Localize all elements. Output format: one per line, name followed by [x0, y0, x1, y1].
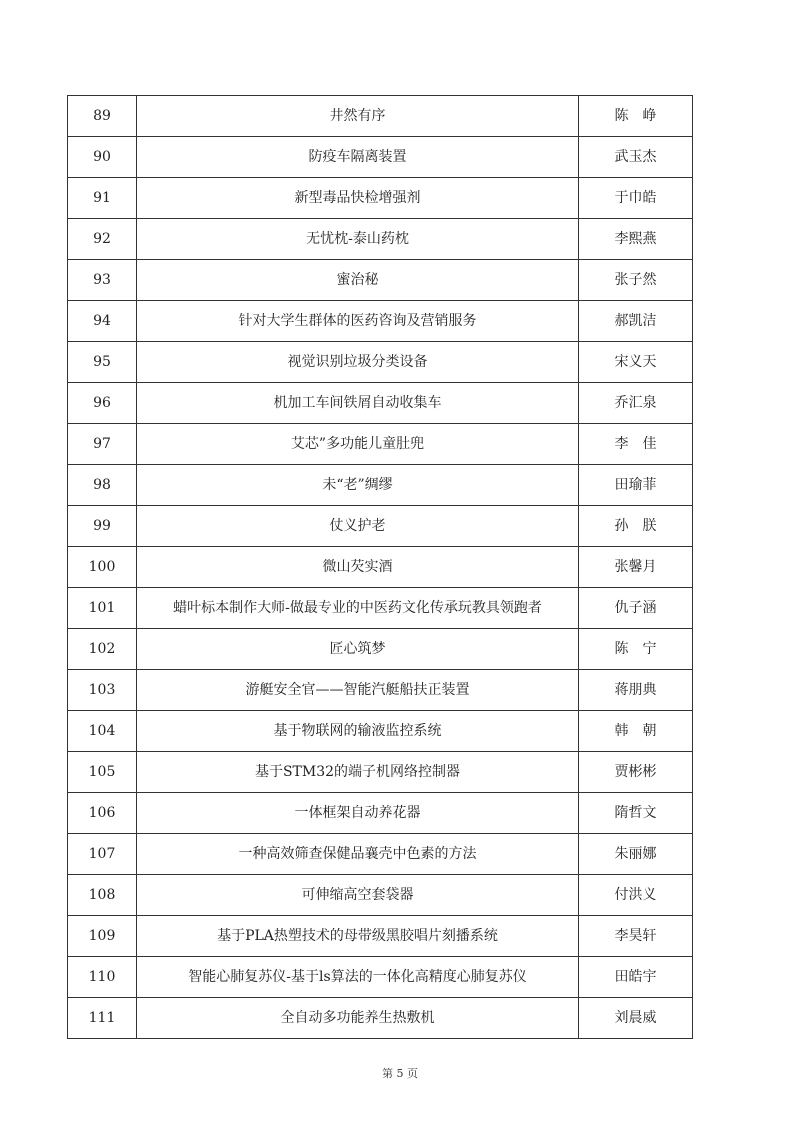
project-title: 游艇安全官——智能汽艇船扶正装置: [137, 670, 579, 711]
person-name: 贾彬彬: [579, 752, 693, 793]
table-row: [68, 424, 693, 465]
row-number: 111: [68, 998, 137, 1039]
project-title: 未“老”绸缪: [137, 465, 579, 506]
person-name: 陈 峥: [579, 96, 693, 137]
person-name: 李熙燕: [579, 219, 693, 260]
table-row: [68, 629, 693, 670]
row-number: 103: [68, 670, 137, 711]
project-title: 基于STM32的端子机网络控制器: [137, 752, 579, 793]
table-row: [68, 916, 693, 957]
project-title: 全自动多功能养生热敷机: [137, 998, 579, 1039]
person-name: 宋义天: [579, 342, 693, 383]
row-number: 92: [68, 219, 137, 260]
row-number: 93: [68, 260, 137, 301]
row-number: 102: [68, 629, 137, 670]
project-title: 新型毒品快检增强剂: [137, 178, 579, 219]
person-name: 韩 朝: [579, 711, 693, 752]
table-row: [68, 670, 693, 711]
row-number: 97: [68, 424, 137, 465]
table-row: [68, 957, 693, 998]
project-title: 蜜治秘: [137, 260, 579, 301]
row-number: 108: [68, 875, 137, 916]
table-row: [68, 342, 693, 383]
person-name: 张馨月: [579, 547, 693, 588]
table-row: [68, 834, 693, 875]
project-table: [67, 95, 693, 1039]
person-name: 孙 朕: [579, 506, 693, 547]
row-number: 105: [68, 752, 137, 793]
row-number: 91: [68, 178, 137, 219]
row-number: 110: [68, 957, 137, 998]
project-title: 艾芯”多功能儿童肚兜: [137, 424, 579, 465]
row-number: 100: [68, 547, 137, 588]
table-row: [68, 301, 693, 342]
person-name: 张子然: [579, 260, 693, 301]
project-title: 微山芡实酒: [137, 547, 579, 588]
row-number: 107: [68, 834, 137, 875]
table-row: [68, 137, 693, 178]
row-number: 104: [68, 711, 137, 752]
table-row: [68, 547, 693, 588]
table-row: [68, 465, 693, 506]
project-title: 针对大学生群体的医药咨询及营销服务: [137, 301, 579, 342]
table-row: [68, 711, 693, 752]
person-name: 武玉杰: [579, 137, 693, 178]
row-number: 106: [68, 793, 137, 834]
table-row: [68, 96, 693, 137]
row-number: 89: [68, 96, 137, 137]
row-number: 101: [68, 588, 137, 629]
project-title: 视觉识别垃圾分类设备: [137, 342, 579, 383]
table-row: [68, 998, 693, 1039]
person-name: 陈 宁: [579, 629, 693, 670]
project-title: 基于PLA热塑技术的母带级黑胶唱片刻播系统: [137, 916, 579, 957]
project-title: 可伸缩高空套袋器: [137, 875, 579, 916]
person-name: 付洪义: [579, 875, 693, 916]
person-name: 李昊轩: [579, 916, 693, 957]
person-name: 隋哲文: [579, 793, 693, 834]
person-name: 蒋朋典: [579, 670, 693, 711]
person-name: 朱丽娜: [579, 834, 693, 875]
row-number: 95: [68, 342, 137, 383]
table-row: [68, 178, 693, 219]
row-number: 99: [68, 506, 137, 547]
row-number: 90: [68, 137, 137, 178]
table-row: [68, 588, 693, 629]
person-name: 田皓宇: [579, 957, 693, 998]
project-table-body: [68, 96, 693, 1039]
person-name: 李 佳: [579, 424, 693, 465]
project-title: 机加工车间铁屑自动收集车: [137, 383, 579, 424]
table-row: [68, 875, 693, 916]
person-name: 郝凯洁: [579, 301, 693, 342]
row-number: 109: [68, 916, 137, 957]
page-number: 第 5 页: [382, 1067, 418, 1080]
row-number: 94: [68, 301, 137, 342]
project-title: 基于物联网的输液监控系统: [137, 711, 579, 752]
row-number: 98: [68, 465, 137, 506]
project-title: 无忧枕-泰山药枕: [137, 219, 579, 260]
person-name: 刘晨威: [579, 998, 693, 1039]
person-name: 仇子涵: [579, 588, 693, 629]
project-title: 一体框架自动养花器: [137, 793, 579, 834]
row-number: 96: [68, 383, 137, 424]
project-title: 仗义护老: [137, 506, 579, 547]
project-title: 一种高效筛查保健品襄壳中色素的方法: [137, 834, 579, 875]
project-title: 防疫车隔离装置: [137, 137, 579, 178]
person-name: 田瑜菲: [579, 465, 693, 506]
table-row: [68, 506, 693, 547]
person-name: 乔汇泉: [579, 383, 693, 424]
table-row: [68, 383, 693, 424]
table-row: [68, 793, 693, 834]
person-name: 于巾皓: [579, 178, 693, 219]
project-title: 蜡叶标本制作大师-做最专业的中医药文化传承玩教具领跑者: [137, 588, 579, 629]
project-title: 智能心肺复苏仪-基于ls算法的一体化高精度心肺复苏仪: [137, 957, 579, 998]
table-row: [68, 219, 693, 260]
project-title: 匠心筑梦: [137, 629, 579, 670]
table-row: [68, 260, 693, 301]
project-title: 井然有序: [137, 96, 579, 137]
table-row: [68, 752, 693, 793]
